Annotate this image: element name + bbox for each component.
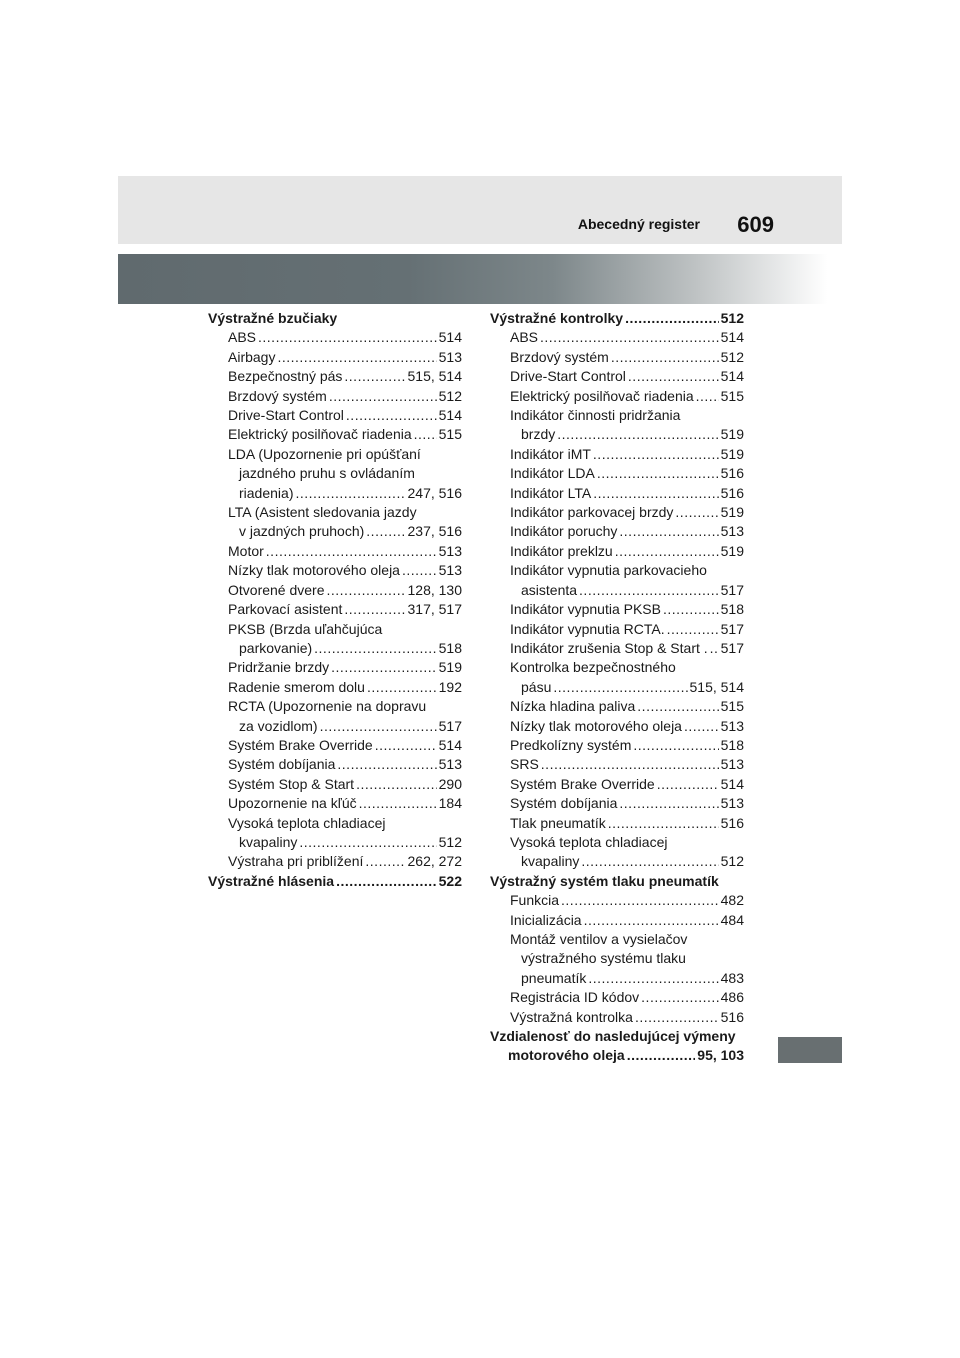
- index-entry: [462, 678, 744, 697]
- entry-page: 95, 103: [697, 1047, 744, 1064]
- entry-page: 519: [720, 426, 744, 443]
- entry-text: Výstražné kontrolky: [490, 310, 624, 326]
- entry-page: 516: [720, 484, 744, 501]
- entry-text: motorového oleja: [508, 1047, 625, 1064]
- entry-page: 522: [438, 872, 462, 889]
- entry-page: 513: [720, 795, 744, 812]
- entry-page: 516: [720, 465, 744, 482]
- dot-leader: [258, 328, 437, 347]
- index-entry: [180, 542, 462, 561]
- entry-text: Parkovací asistent: [228, 601, 343, 618]
- index-entry: [180, 775, 462, 794]
- index-entry: [462, 872, 744, 891]
- entry-text: Systém Stop & Start: [228, 775, 355, 792]
- entry-page: 514: [438, 407, 462, 424]
- entry-text: v jazdných pruhoch): [239, 523, 365, 540]
- entry-page: 518: [438, 639, 462, 656]
- index-entry: [462, 425, 744, 444]
- entry-page: 192: [438, 678, 462, 695]
- index-entry: [462, 406, 744, 425]
- index-entry: [180, 328, 462, 347]
- entry-text: jazdného pruhu s ovládaním: [239, 465, 415, 482]
- index-entry: [180, 872, 462, 891]
- dot-leader: [584, 911, 719, 930]
- dot-leader: [331, 658, 436, 677]
- entry-page: 513: [438, 348, 462, 365]
- index-column-left: [180, 309, 462, 891]
- dot-leader: [314, 639, 436, 658]
- entry-text: Nízky tlak motorového oleja: [510, 717, 682, 734]
- dot-leader: [561, 891, 719, 910]
- index-entry: [462, 814, 744, 833]
- index-entry: [462, 930, 744, 949]
- index-entry: [462, 949, 744, 968]
- index-entry: [462, 736, 744, 755]
- dot-leader: [593, 445, 719, 464]
- entry-page: 514: [720, 329, 744, 346]
- entry-page: 516: [720, 814, 744, 831]
- entry-text: Výstražná kontrolka: [510, 1008, 633, 1025]
- dot-leader: [657, 775, 719, 794]
- entry-text: Indikátor LTA: [510, 484, 592, 501]
- dot-leader: [402, 561, 437, 580]
- index-entry: [180, 755, 462, 774]
- entry-text: Motor: [228, 542, 264, 559]
- index-entry: [462, 522, 744, 541]
- index-entry: [462, 348, 744, 367]
- entry-page: 484: [720, 911, 744, 928]
- entry-page: 512: [438, 833, 462, 850]
- entry-text: Drive-Start Control: [510, 368, 626, 385]
- entry-text: pneumatík: [521, 969, 587, 986]
- dot-leader: [329, 387, 437, 406]
- entry-page: 514: [720, 368, 744, 385]
- dot-leader: [579, 581, 719, 600]
- index-entry: [180, 852, 462, 871]
- dot-leader: [553, 678, 687, 697]
- entry-page: 515, 514: [689, 678, 744, 695]
- entry-text: Brzdový systém: [510, 348, 609, 365]
- entry-page: 317, 517: [407, 601, 462, 618]
- index-entry: [462, 658, 744, 677]
- index-entry: [462, 755, 744, 774]
- dot-leader: [608, 814, 719, 833]
- dot-leader: [633, 736, 718, 755]
- entry-text: Indikátor poruchy: [510, 523, 618, 540]
- entry-page: 184: [438, 795, 462, 812]
- entry-page: 290: [438, 775, 462, 792]
- index-entry: [180, 464, 462, 483]
- entry-page: 514: [438, 736, 462, 753]
- dot-leader: [675, 503, 718, 522]
- dot-leader: [356, 775, 437, 794]
- index-entry: [462, 988, 744, 1007]
- dot-leader: [375, 736, 437, 755]
- entry-page: 247, 516: [407, 484, 462, 501]
- entry-page: 519: [438, 659, 462, 676]
- index-entry: [180, 387, 462, 406]
- index-entry: [180, 639, 462, 658]
- entry-text: Indikátor činnosti pridržania: [510, 407, 681, 424]
- index-entry: [462, 911, 744, 930]
- entry-text: pásu: [521, 678, 552, 695]
- dot-leader: [597, 464, 719, 483]
- entry-text: Systém Brake Override: [228, 736, 373, 753]
- dot-leader: [366, 522, 405, 541]
- entry-text: Montáž ventilov a vysielačov: [510, 931, 688, 947]
- entry-text: Tlak pneumatík: [510, 814, 606, 831]
- dot-leader: [625, 309, 719, 328]
- entry-text: Vysoká teplota chladiacej: [510, 833, 668, 850]
- index-entry: [462, 1027, 744, 1046]
- dot-leader: [359, 794, 437, 813]
- dot-leader: [295, 484, 405, 503]
- index-entry: [462, 775, 744, 794]
- entry-text: Registrácia ID kódov: [510, 989, 640, 1006]
- entry-page: 513: [438, 542, 462, 559]
- entry-text: Indikátor vypnutia parkovacieho: [510, 562, 707, 579]
- entry-page: 513: [438, 562, 462, 579]
- entry-text: brzdy: [521, 426, 556, 443]
- entry-text: Indikátor vypnutia RCTA.: [510, 620, 665, 637]
- chapter-tab: [778, 1037, 842, 1063]
- dot-leader: [344, 367, 405, 386]
- index-entry: [462, 852, 744, 871]
- dot-leader: [557, 425, 718, 444]
- entry-page: 512: [438, 387, 462, 404]
- entry-text: Vysoká teplota chladiacej: [228, 814, 386, 831]
- entry-page: 513: [720, 756, 744, 773]
- entry-text: parkovanie): [239, 639, 313, 656]
- entry-page: 519: [720, 542, 744, 559]
- entry-page: 516: [720, 1008, 744, 1025]
- index-entry: [180, 309, 462, 328]
- entry-page: 517: [720, 620, 744, 637]
- entry-page: 517: [720, 639, 744, 656]
- dot-leader: [627, 1046, 696, 1065]
- index-entry: [180, 697, 462, 716]
- index-entry: [180, 522, 462, 541]
- entry-text: Airbagy: [228, 348, 276, 365]
- entry-text: Výstražné bzučiaky: [208, 310, 338, 326]
- dot-leader: [277, 348, 436, 367]
- entry-page: 513: [720, 717, 744, 734]
- entry-text: Systém dobíjania: [510, 795, 618, 812]
- index-entry: [462, 717, 744, 736]
- dot-leader: [615, 542, 719, 561]
- entry-text: Nízka hladina paliva: [510, 698, 636, 715]
- entry-page: 517: [438, 717, 462, 734]
- entry-text: Elektrický posilňovač riadenia: [510, 387, 694, 404]
- dot-leader: [320, 717, 437, 736]
- dot-leader: [710, 639, 719, 658]
- index-entry: [180, 678, 462, 697]
- dot-leader: [588, 969, 718, 988]
- index-entry: [462, 1008, 744, 1027]
- entry-page: 518: [720, 601, 744, 618]
- entry-text: RCTA (Upozornenie na dopravu: [228, 698, 427, 715]
- entry-page: 519: [720, 445, 744, 462]
- entry-page: 514: [720, 775, 744, 792]
- entry-page: 515: [720, 387, 744, 404]
- entry-text: Indikátor vypnutia PKSB: [510, 601, 661, 618]
- entry-text: Indikátor parkovacej brzdy: [510, 504, 674, 521]
- entry-page: 515: [720, 698, 744, 715]
- entry-text: asistenta: [521, 581, 578, 598]
- dot-leader: [327, 581, 406, 600]
- entry-text: Drive-Start Control: [228, 407, 344, 424]
- entry-page: 486: [720, 989, 744, 1006]
- entry-text: PKSB (Brzda uľahčujúca: [228, 620, 383, 637]
- index-entry: [462, 639, 744, 658]
- dot-leader: [540, 328, 719, 347]
- index-entry: [462, 697, 744, 716]
- entry-text: Funkcia: [510, 892, 560, 909]
- dot-leader: [336, 872, 437, 891]
- entry-text: ABS: [228, 329, 257, 346]
- dot-leader: [367, 678, 437, 697]
- entry-text: Výstražné hlásenia: [208, 872, 335, 889]
- entry-page: 515, 514: [407, 368, 462, 385]
- entry-text: Inicializácia: [510, 911, 582, 928]
- entry-text: Pridržanie brzdy: [228, 659, 330, 676]
- index-entry: [462, 328, 744, 347]
- entry-page: 514: [438, 329, 462, 346]
- index-entry: [462, 503, 744, 522]
- entry-text: Bezpečnostný pás: [228, 368, 343, 385]
- dot-leader: [337, 755, 436, 774]
- index-entry: [180, 445, 462, 464]
- entry-page: 517: [720, 581, 744, 598]
- dot-leader: [346, 406, 437, 425]
- index-column-right: [462, 309, 744, 1066]
- entry-text: Výstražný systém tlaku pneumatík: [490, 872, 719, 889]
- index-entry: [180, 581, 462, 600]
- section-title: Abecedný register: [577, 216, 700, 232]
- entry-page: 483: [720, 969, 744, 986]
- dot-leader: [414, 425, 437, 444]
- entry-text: LTA (Asistent sledovania jazdy: [228, 504, 417, 521]
- index-entry: [462, 794, 744, 813]
- dot-leader: [593, 484, 718, 503]
- dot-leader: [619, 522, 718, 541]
- index-entry: [180, 814, 462, 833]
- entry-page: 512: [720, 348, 744, 365]
- dot-leader: [619, 794, 718, 813]
- dot-leader: [581, 852, 718, 871]
- entry-text: Elektrický posilňovač riadenia: [228, 426, 412, 443]
- index-entry: [180, 620, 462, 639]
- index-entry: [462, 309, 744, 328]
- index-entry: [180, 833, 462, 852]
- index-entry: [462, 969, 744, 988]
- dot-leader: [637, 697, 718, 716]
- entry-text: Nízky tlak motorového oleja: [228, 562, 400, 579]
- entry-text: kvapaliny: [239, 833, 298, 850]
- index-entry: [180, 561, 462, 580]
- entry-page: 262, 272: [407, 853, 462, 870]
- dot-leader: [667, 620, 719, 639]
- entry-text: Kontrolka bezpečnostného: [510, 659, 676, 676]
- entry-text: Predkolízny systém: [510, 736, 632, 753]
- entry-text: LDA (Upozornenie pri opúšťaní: [228, 445, 421, 462]
- index-entry: [180, 600, 462, 619]
- index-entry: [462, 561, 744, 580]
- dot-leader: [344, 600, 405, 619]
- index-entry: [462, 367, 744, 386]
- entry-page: 515: [438, 426, 462, 443]
- entry-text: riadenia): [239, 484, 294, 501]
- index-entry: [462, 833, 744, 852]
- dot-leader: [641, 988, 718, 1007]
- entry-page: 482: [720, 892, 744, 909]
- index-entry: [462, 581, 744, 600]
- dot-leader: [684, 717, 719, 736]
- entry-page: 513: [720, 523, 744, 540]
- entry-text: Systém Brake Override: [510, 775, 655, 792]
- entry-text: kvapaliny: [521, 853, 580, 870]
- entry-text: za vozidlom): [239, 717, 318, 734]
- header-band: [118, 176, 842, 244]
- page-number: 609: [737, 212, 774, 237]
- dot-leader: [635, 1008, 719, 1027]
- dot-leader: [541, 755, 719, 774]
- dot-leader: [299, 833, 436, 852]
- index-entry: [180, 794, 462, 813]
- index-entry: [180, 503, 462, 522]
- index-entry: [180, 367, 462, 386]
- entry-text: Radenie smerom dolu: [228, 678, 365, 695]
- entry-page: 519: [720, 504, 744, 521]
- index-entry: [462, 1046, 744, 1065]
- entry-page: 237, 516: [407, 523, 462, 540]
- dot-leader: [266, 542, 437, 561]
- dot-leader: [611, 348, 719, 367]
- entry-text: Otvorené dvere: [228, 581, 325, 598]
- dot-leader: [696, 387, 719, 406]
- dot-leader: [365, 852, 405, 871]
- index-entry: [462, 542, 744, 561]
- index-entry: [462, 620, 744, 639]
- entry-page: 513: [438, 756, 462, 773]
- entry-text: Brzdový systém: [228, 387, 327, 404]
- index-entry: [462, 445, 744, 464]
- entry-text: Systém dobíjania: [228, 756, 336, 773]
- entry-text: Indikátor preklzu: [510, 542, 613, 559]
- entry-page: 518: [720, 736, 744, 753]
- entry-page: 512: [720, 310, 744, 326]
- index-entry: [180, 658, 462, 677]
- dot-leader: [628, 367, 719, 386]
- index-entry: [180, 736, 462, 755]
- entry-text: Indikátor iMT: [510, 445, 591, 462]
- index-entry: [180, 484, 462, 503]
- entry-page: 128, 130: [407, 581, 462, 598]
- index-entry: [462, 464, 744, 483]
- dot-leader: [663, 600, 719, 619]
- index-entry: [462, 600, 744, 619]
- entry-text: Výstraha pri priblížení: [228, 853, 364, 870]
- entry-text: výstražného systému tlaku: [521, 950, 686, 967]
- index-entry: [180, 425, 462, 444]
- index-entry: [180, 717, 462, 736]
- index-entry: [180, 348, 462, 367]
- entry-text: Indikátor LDA: [510, 465, 595, 482]
- header-gradient-bar: [118, 254, 842, 304]
- entry-text: SRS: [510, 756, 539, 773]
- index-entry: [462, 484, 744, 503]
- entry-text: Vzdialenosť do nasledujúcej výmeny: [490, 1028, 736, 1045]
- index-entry: [462, 891, 744, 910]
- entry-text: Upozornenie na kľúč: [228, 795, 357, 812]
- index-entry: [180, 406, 462, 425]
- index-entry: [462, 387, 744, 406]
- entry-page: 512: [720, 853, 744, 870]
- entry-text: Indikátor zrušenia Stop & Start .: [510, 639, 708, 656]
- entry-text: ABS: [510, 329, 539, 346]
